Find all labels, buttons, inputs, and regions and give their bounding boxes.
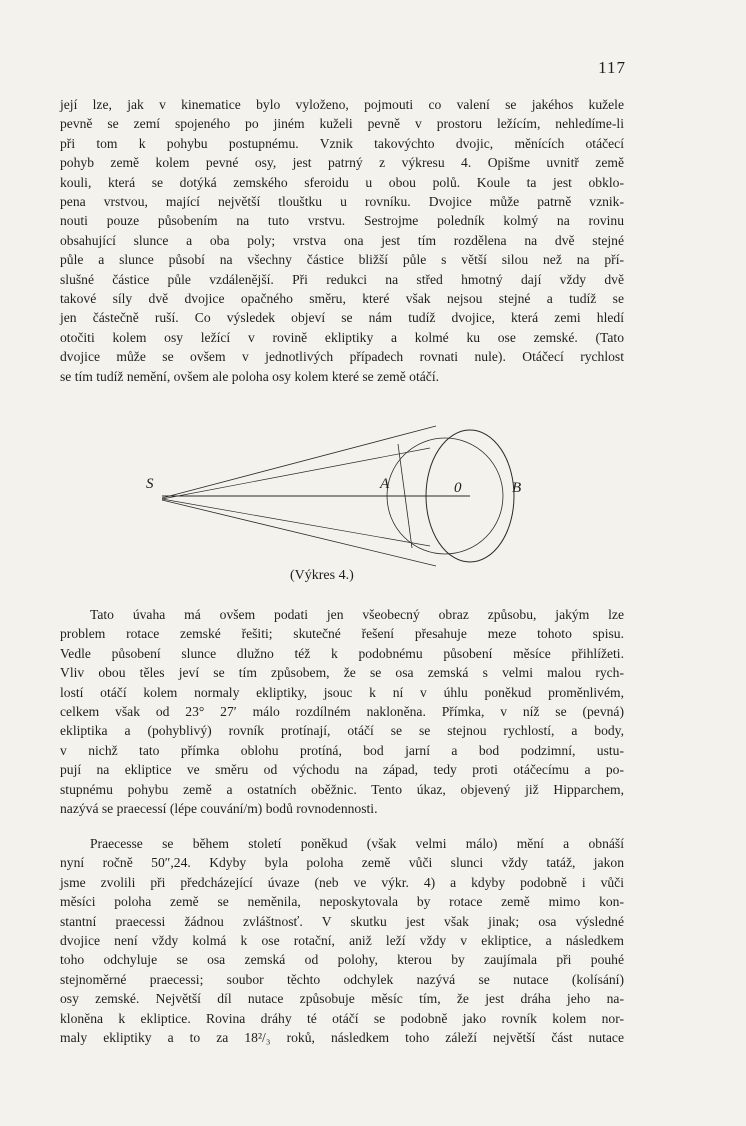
text-line: stantní praecessi žádnou zvláštnosť. V skutku jest však jinak; osa výsledné <box>60 913 624 929</box>
text-line: dvojice není vždy kolmá k ose rotační, aniž leží vždy v ekliptice, a následkem <box>60 933 624 949</box>
text-line: maly ekliptiky a to za 18²/₃ roků, následkem toho záleží největší část nutace <box>60 1030 624 1046</box>
text-line: Praecesse se během století poněkud (však velmi málo) mění a obnáší <box>90 836 624 851</box>
figure-label-s: S <box>146 476 154 492</box>
text-line: stupnému pohybu země a ostatních oběžnic. Tento úkaz, objevený již Hipparchem, <box>60 781 624 797</box>
paragraph-1 <box>60 95 624 386</box>
text-line: pohyb země kolem pevné osy, jest patrný z výkresu 4. Opišme uvnitř země <box>60 155 624 171</box>
text-line: otočiti kolem osy ležící v rovině ekliptiky a kolmé ku ose zemské. (Tato <box>60 329 624 345</box>
ray-lower <box>162 500 436 566</box>
text-line: měsíci poloha země se neměnila, neposkytovala by rotace země mimo kon- <box>60 894 624 910</box>
text-line: osy zemské. Největší díl nutace způsobuje měsíc tím, že jest dráha jeho na- <box>60 991 624 1007</box>
figure-label-b: B <box>512 480 522 496</box>
text-line: nouti pouze působením na tuto vrstvu. Sestrojme poledník kolmý na rovinu <box>60 213 624 229</box>
text-line: v nichž tato přímka oblohu protíná, bod jarní a bod podzimní, ustu- <box>60 742 624 758</box>
text-line: jen částečně ruší. Co výsledek objeví se nám tudíž dvojice, která zemi hledí <box>60 310 624 326</box>
text-line: jsme zvolili při předcházející úvaze (neb ve výkr. 4) a kdyby podobně i vůči <box>60 874 624 890</box>
text-line: pevně se zemí spojeného po jiném kuželi pevně v prostoru ležícím, nehledíme-li <box>60 116 624 132</box>
ray-upper <box>162 426 436 498</box>
text-line: obsahující slunce a oba poly; vrstva ona jest tím rozdělena na dvě stejné <box>60 232 624 248</box>
text-line: kouli, která se dotýká zemského sferoidu u obou polů. Koule ta jest obklo- <box>60 174 624 190</box>
text-line: lostí otáčí kolem normaly ekliptiky, jsouc k ní v úhlu poněkud proměnlivém, <box>60 684 624 700</box>
earth-sun-diagram <box>140 424 560 574</box>
figure-label-a: A <box>380 476 390 492</box>
paragraph-2 <box>60 605 624 818</box>
text-line: půle a slunce působí na všechny částice bližší půle s větší silou než na pří- <box>60 252 624 268</box>
page-number: 117 <box>598 58 626 77</box>
text-line: takové síly dvě dvojice opačného směru, které však nejsou stejné a tudíž se <box>60 291 624 307</box>
text-line: dvojice může se ovšem v jednotlivých případech rovnati nule). Otáčecí rychlost <box>60 349 624 365</box>
text-line: pena vrstvou, mající největší tlouštku u rovníku. Dvojice může patrně vznik- <box>60 194 624 210</box>
text-line: slušné částice půle vzdálenější. Při redukci na střed hmotný dají vždy dvě <box>60 271 624 287</box>
text-line: pují na ekliptice ve směru od východu na západ, tedy proti otáčecímu a po- <box>60 762 624 778</box>
text-line: nyní ročně 50″,24. Kdyby byla poloha země vůči slunci vždy tatáž, jakon <box>60 855 624 871</box>
text-line: Vedle působení slunce dlužno též k podobnému působení měsíce přihlížeti. <box>60 645 624 661</box>
text-line: toho odchyluje se osa zemská od polohy, kterou by zaujímala při pouhé <box>60 952 624 968</box>
text-line: celkem však od 23° 27′ málo rozdílném nakloněna. Přímka, v níž se (pevná) <box>60 704 624 720</box>
text-line: její lze, jak v kinematice bylo vyloženo, pojmouti co valení se jakéhos kužele <box>60 97 624 112</box>
text-line: kloněna k ekliptice. Rovina dráhy té otáčí se podobně jako rovník kolem nor- <box>60 1010 624 1026</box>
text-line: stejnoměrné praecessi; soubor těchto odchylek nazývá se nutace (kolísání) <box>60 971 624 987</box>
figure-drawing-4 <box>140 424 560 574</box>
ray-mid-lower <box>162 499 430 546</box>
paragraph-3 <box>60 834 624 1047</box>
text-line: problem rotace zemské řešiti; skutečné řešení přesahuje meze tohoto spisu. <box>60 626 624 642</box>
text-line: nazývá se praecessí (lépe couvání/m) bodů rovnodennosti. <box>60 801 378 817</box>
text-line: Vliv obou těles jeví se tím způsobem, že se osa zemská s velmi malou rych- <box>60 665 624 681</box>
figure-caption: (Výkres 4.) <box>290 568 354 583</box>
text-line: při tom k pohybu postupnému. Vznik takovýchto dvojic, měnících otáčecí <box>60 135 624 151</box>
ray-mid-upper <box>162 448 430 499</box>
text-line: ekliptika a (pohyblivý) rovník protínají, otáčí se se stejnou rychlostí, a body, <box>60 723 624 739</box>
text-line: Tato úvaha má ovšem podati jen všeobecný obraz způsobu, jakým lze <box>90 607 624 622</box>
figure-label-o: 0 <box>454 480 462 496</box>
text-line: se tím tudíž nemění, ovšem ale poloha osy kolem které se země otáčí. <box>60 368 439 384</box>
